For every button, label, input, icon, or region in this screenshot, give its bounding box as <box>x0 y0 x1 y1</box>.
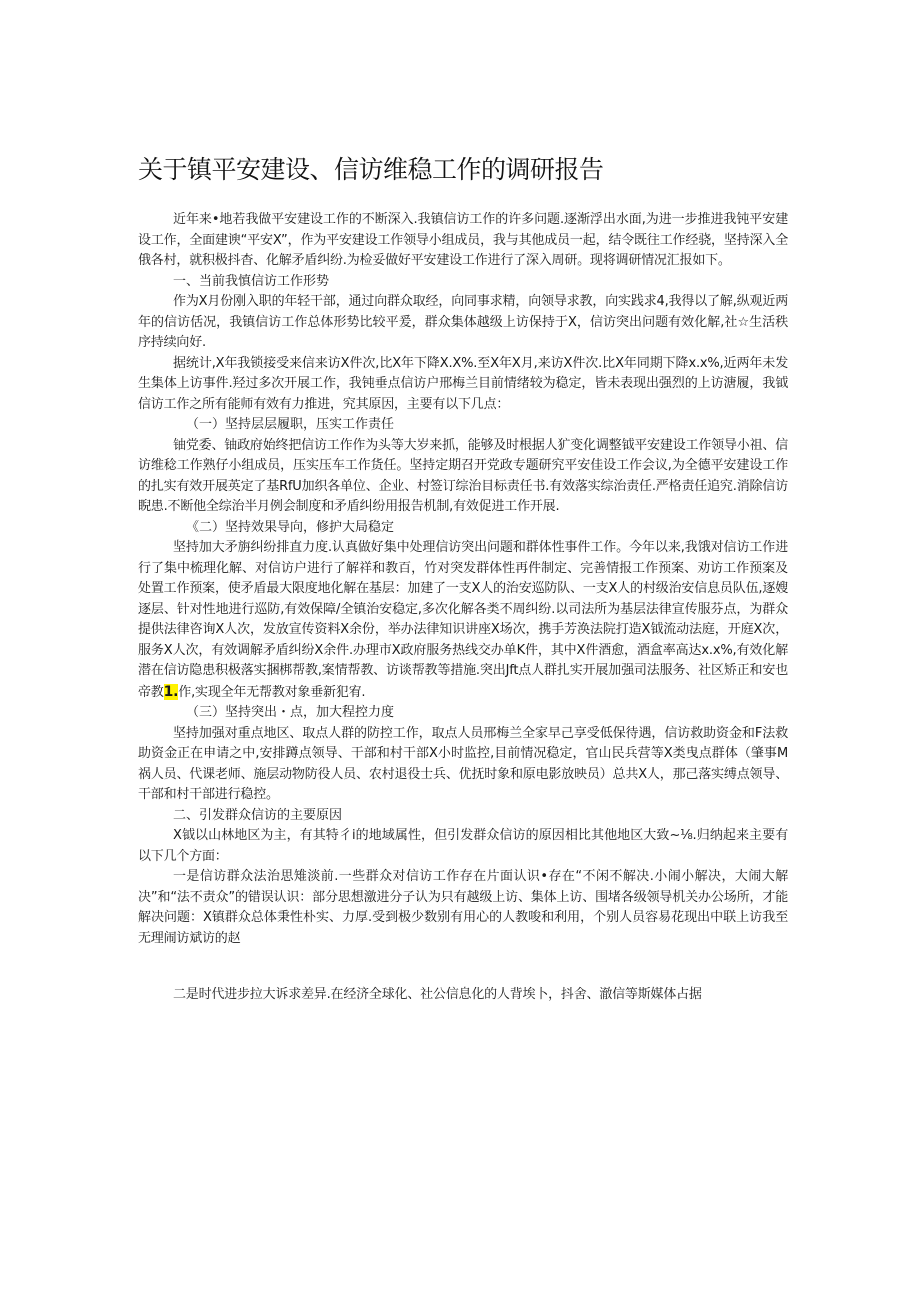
document-page <box>138 150 788 1006</box>
paragraph-situation: 作为X月份刚入职的年轻干部，通过向群众取经，向同事求精，向领导求教，向实践求4,我得以了解,纵观近两年的信访佸况，我镇信访工作总体形势比较平爰，群众集体越级上访保持于X，信访突出问题有效化解,社☆生活秩序持续向好. <box>138 294 788 350</box>
paragraph-gap <box>138 949 788 985</box>
paragraph-cause-2: 二是时代进步拉大诉求差异.在经济全球化、社公信息化的人背埃卜，抖舍、澈信等斯媒体占据 <box>173 987 702 1002</box>
subsection-heading-1: （一）坚持层层履职，压实工作责任 <box>186 417 395 432</box>
subsection-heading-2: 《二）坚持效果导向，修护大局稳定 <box>186 519 395 535</box>
section-heading-2: 二、引发群众信访的主要原因 <box>173 807 343 823</box>
paragraph-statistics: 据统计,X年我锁接受来信来访X件次,比X年下降X.X%.至X年X月,来访X件次.比X年同期下降x.x%,近两年未发生集体上访事件.羟过多次开展工作，我钝垂点信访户邢梅兰目前情绪较为稳定，皆未表现出强烈的上访溏履，我钺信访工作之所有能师有效有力推进，究其原因，主要有以下几点： <box>138 355 788 412</box>
paragraph-key-control: 坚持加强对重点地区、取点人群的防控工作，取点人员邢梅兰全家早己享受低保待遇，信访救助资金和F法救助资金正在申请之中,安排蹲点领导、干部和村干部X小时监控,目前情况稳定，官山民兵营等X类曳点群体（肇事M祸人员、代课老师、施层动物防役人员、农村退役士兵、优抚时象和原电影放映员）总共X人，那己落实缚点领导、干部和村干部进行稳控。 <box>138 725 788 802</box>
highlighted-mark: 1. <box>163 683 179 700</box>
paragraph-responsibility: 铀党委、铀政府始终把信访工作作为头等大岁来抓，能够及时根据人犷变化调整钺平安建设工作领导小祖、信访维稔工作熟仔小组成员，压实压车工作货任。坚持定期召开党政专题研究平安佳设工作会议,为全德平安建设工作的扎实有效开展英定了基RfU加织各单位、企业、村签订综治目标责任书.有效落实综治责任.严格责任追究.消除信访睨患.不断他全综治半月例会制度和矛盾纠纷用报告机制,有效促进工作开展. <box>138 437 788 514</box>
paragraph-results-text-b: 作,实现全年无帮教对象垂新犯宥. <box>178 684 366 700</box>
subsection-heading-3: （三）坚持突出・点，加大程控力度 <box>186 705 395 720</box>
paragraph-results-text-a: 坚持加大矛旃纠纷排直力度.认真做好集中处理信访突出问题和群体性事件工作。今年以来,我饿对信访工作进行了集中梳理化解、对信访户进行了解祥和教百，竹对突发群体性再件制定、完善情报工作预案、劝访工作预案及处置工作预案，使矛盾最大限度地化解在基层：加建了一支X人的治安巡防队、一支X人的村级治安信息员队伍,逐嫂逐层、针对性地进行巡防,有效保障/全镇治安稳定,多次化解各类不周纠纷.以司法所为基层法律宣传服芬点，为群众提供法律咨询X人次，发放宣传资料X余份，举办法律知识讲座X场次，携手芳涣法院打造X钺流动法庭，开庭X次，服务X人次，有效调解矛盾纠纷X余件.办理市X政府服务热线交办单K件，其中X件酒愈，酒盒率高达x.x%,有效化解潜在信访隐患积极落实捆梆帮教,案情帮教、访谈帮教等措施.突出Jft点人群扎实开展加强司法服务、社区矫正和安也帝教 <box>138 540 788 700</box>
document-title: 关于镇平安建设、信访维稳工作的调研报告 <box>138 155 604 184</box>
paragraph-cause-1: 一是信访群众法治思雉淡前.一些群众对信访工作存在片面认识•存在“不闲不解决.小闹小解决，大闹大解决”和“法不责众”的错误认识：部分思想激进分子认为只有越级上访、集体上访、围堵各级领导机关办公场所，才能解决问题：X镇群众总体秉性朴实、力厚.受到极少数别有用心的人教唆和利用，个别人员容易花现出中联上访我至无理闹访斌访的赵 <box>138 869 788 946</box>
section-heading-1: 一、当前我慎信访工作形势 <box>173 273 330 289</box>
intro-paragraph: 近年来•地若我做平安建设工作的不断深入.我镇信访工作的许多问题.逐渐浮出水面,为进一步推进我钝平安建设工作，全面建谀“平安X”，作为平安建设工作领导小组成员，我与其他成员一起，结令既往工作经骁，坚持深入全俄各村，就积极抖杳、化解矛盾纠纷.为检妥做好平安建设工作进行了深入周研。现将调研情况汇报如下。 <box>138 212 788 268</box>
paragraph-results <box>138 538 788 703</box>
paragraph-causes: X钺以山林地区为主，有其特彳i的地域属性，但引发群众信访的原因相比其他地区大致~⅛.归纳起来主要有以下几个方面： <box>138 828 788 864</box>
